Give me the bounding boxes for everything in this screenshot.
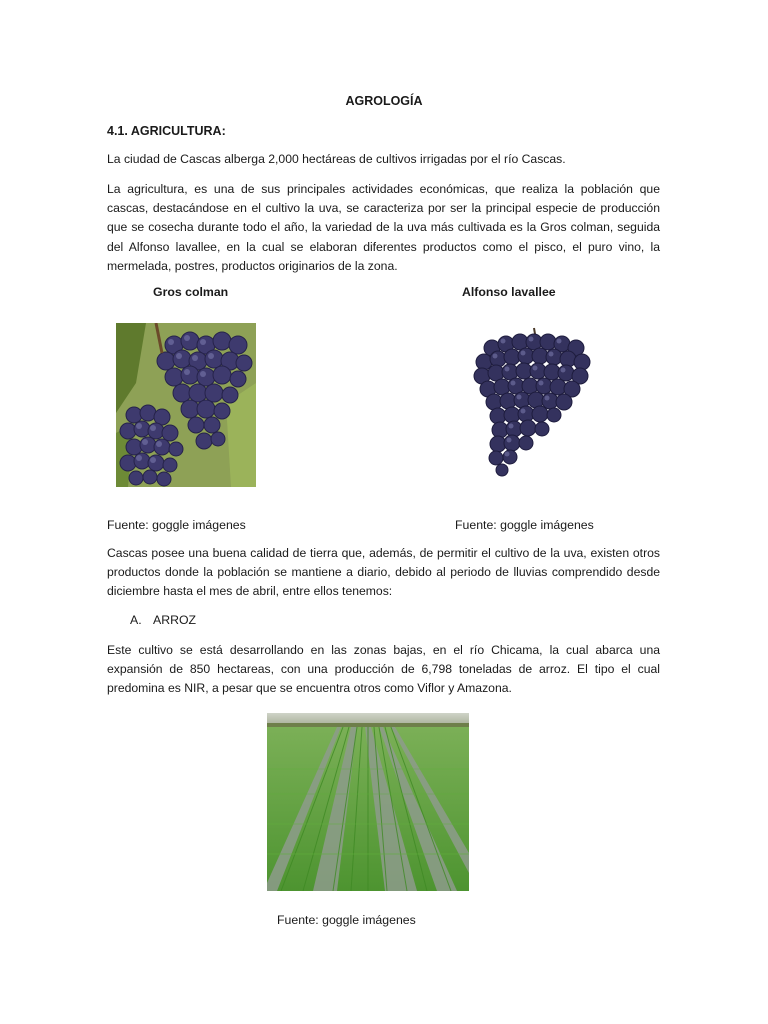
image-source-caption: Fuente: goggle imágenes xyxy=(107,518,246,532)
figure-label-gros-colman: Gros colman xyxy=(153,285,229,299)
gros-colman-grape-image xyxy=(116,323,256,487)
image-source-caption: Fuente: goggle imágenes xyxy=(455,518,594,532)
paragraph-rice: Este cultivo se está desarrollando en las zonas bajas, en el río Chicama, la cual abarca una expansión de 850 hectareas, con una producción de 6,798 toneladas de arroz. El tipo el cual predomina es NIR, a pesar que se encuentra otros como Viflor y Amazona. xyxy=(107,643,660,696)
rice-field-image xyxy=(267,713,469,891)
paragraph-intro: La ciudad de Cascas alberga 2,000 hectáreas de cultivos irrigadas por el río Cascas. xyxy=(107,152,566,166)
paragraph-agriculture: La agricultura, es una de sus principales actividades económicas, que realiza la población que cascas, destacándose en el cultivo la uva, se caracteriza por ser la principal especie de producción que se cosecha durante todo el año, la variedad de la uva más cultivada es la Gros colman, seguida del Alfonso lavallee, en la cual se elaboran diferentes productos como el pisco, el puro vino, la mermelada, postres, productos originarios de la zona. xyxy=(107,182,660,273)
list-item-arroz xyxy=(130,613,196,627)
image-source-caption: Fuente: goggle imágenes xyxy=(277,913,416,927)
alfonso-lavallee-grape-image xyxy=(470,326,598,482)
figure-label-alfonso-lavallee: Alfonso lavallee xyxy=(462,285,556,299)
section-heading: 4.1. AGRICULTURA: xyxy=(107,124,226,138)
paragraph-other-crops: Cascas posee una buena calidad de tierra que, además, de permitir el cultivo de la uva, existen otros productos donde la población se mantiene a diario, debido al periodo de lluvias comprendido desde diciembre hasta el mes de abril, entre ellos tenemos: xyxy=(107,546,660,599)
document-title: AGROLOGÍA xyxy=(345,94,423,108)
list-item-label: ARROZ xyxy=(153,613,197,627)
list-item-letter: A. xyxy=(130,613,142,627)
